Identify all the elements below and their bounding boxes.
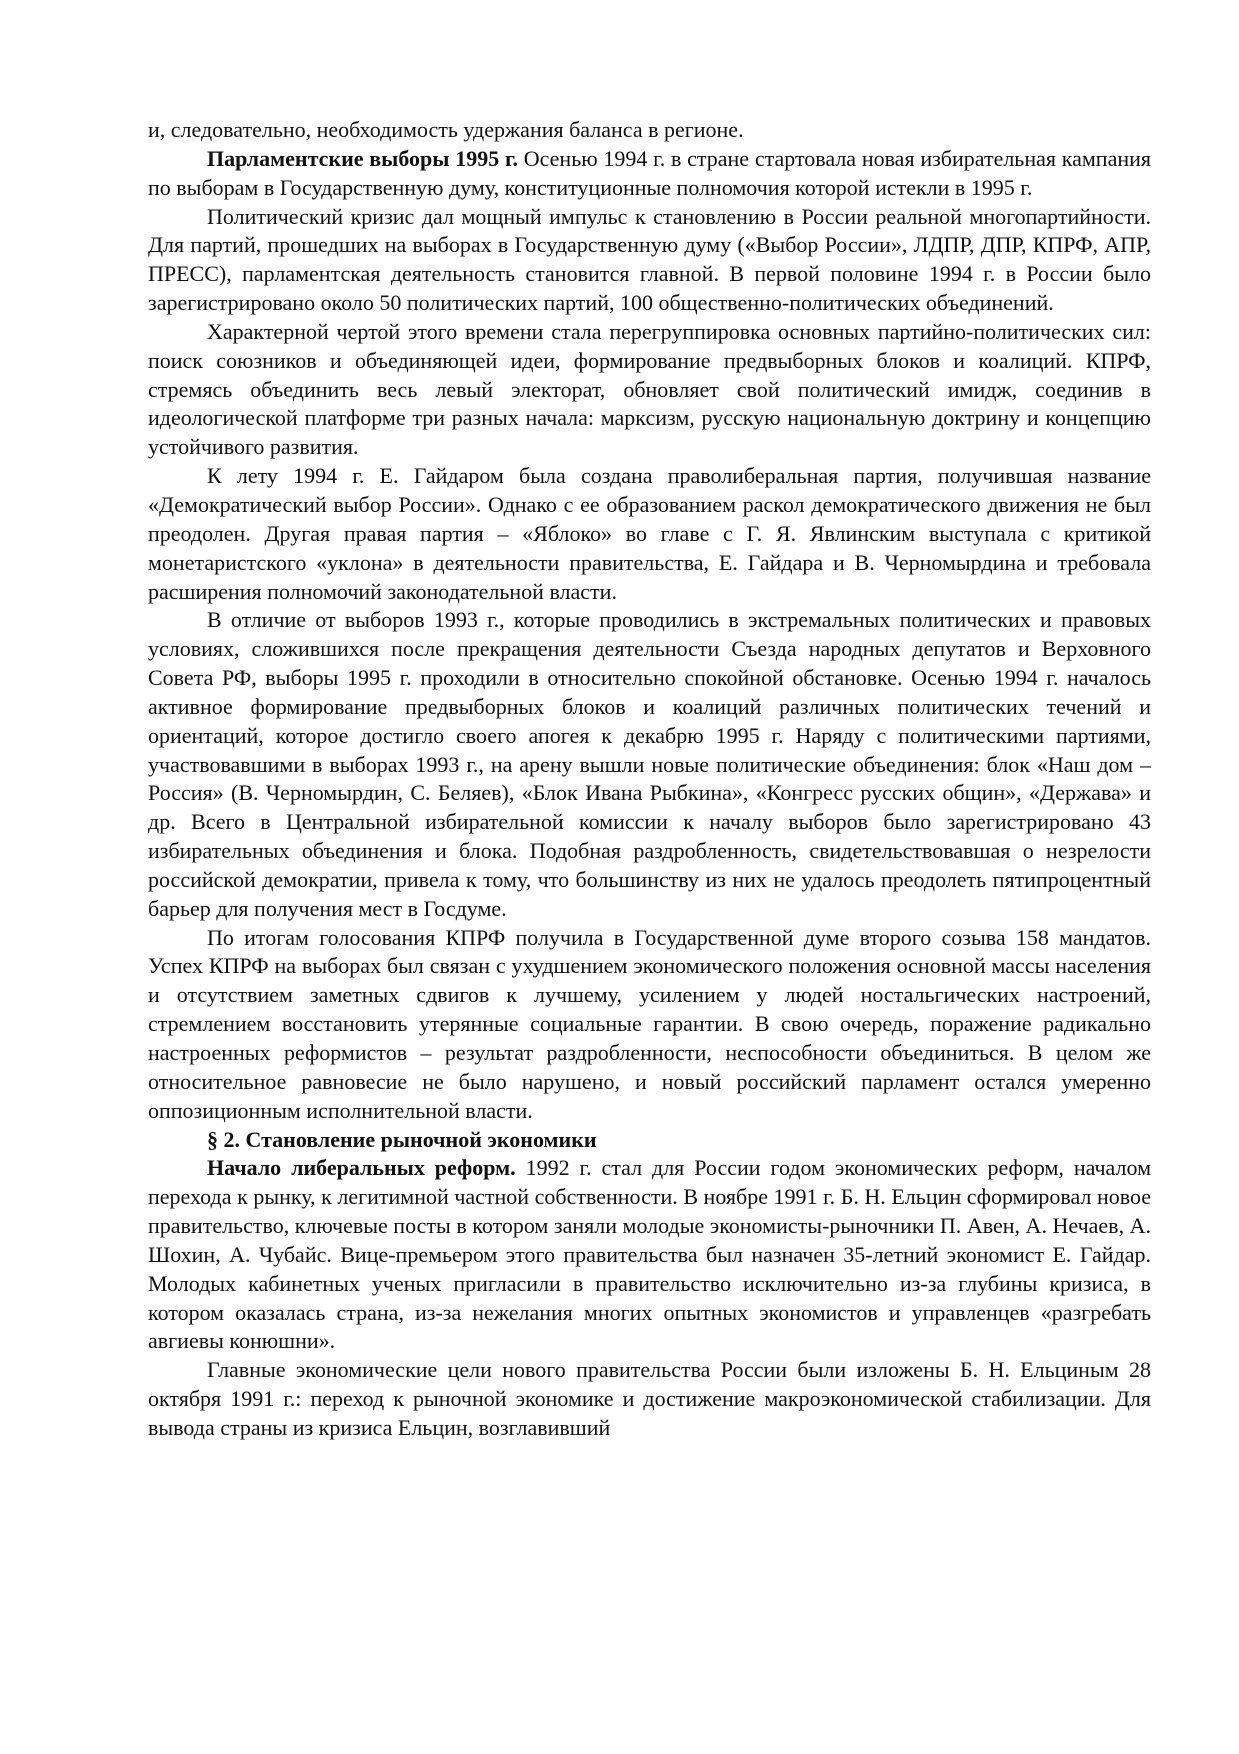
paragraph-continued: и, следовательно, необходимость удержания баланса в регионе. (148, 117, 744, 142)
paragraph-lead-heading: Начало либеральных реформ. (207, 1155, 516, 1181)
paragraph-liberal-reforms (148, 1154, 1151, 1356)
paragraph-elections-comparison: В отличие от выборов 1993 г., которые проводились в экстремальных политических и правовых условиях, сложившихся после прекращения деятельности Съезда народных депутатов и Верховного Совета РФ, выборы 1995 г. проходили в относительно спокойной обстановке. Осенью 1994 г. началось активное формирование предвыборных блоков и коалиций различных политических течений и ориентаций, которое достигло своего апогея к декабрю 1995 г. Наряду с политическими партиями, участвовавшими в выборах 1993 г., на арену вышли новые политические объединения: блок «Наш дом – Россия» (В. Черномырдин, С. Беляев), «Блок Ивана Рыбкина», «Конгресс русских общин», «Держава» и др. Всего в Центральной избирательной комиссии к началу выборов было зарегистрировано 43 избирательных объединения и блока. Подобная раздробленность, свидетельствовавшая о незрелости российской демократии, привела к тому, что большинству из них не удалось преодолеть пятипроцентный барьер для получения мест в Госдуме. (148, 607, 1151, 921)
paragraph-regrouping: Характерной чертой этого времени стала перегруппировка основных партийно-политических сил: поиск союзников и объединяющей идеи, формирование предвыборных блоков и коалиций. КПРФ, стремясь объединить весь левый электорат, обновляет свой политический имидж, соединив в идеологической платформе три разных начала: марксизм, русскую национальную доктрину и концепцию устойчивого развития. (148, 318, 1151, 460)
paragraph-multiparty: Политический кризис дал мощный импульс к становлению в России реальной многопартийности. Для партий, прошедших на выборах в Государственную думу («Выбор России», ЛДПР, ДПР, КПРФ, АПР, ПРЕСС), парламентская деятельность становится главной. В первой половине 1994 г. в России было зарегистрировано около 50 политических партий, 100 общественно-политических объединений. (148, 203, 1151, 316)
paragraph-text: Осенью 1994 г. в стране стартовала новая избирательная кампания по выборам в Государственную думу, конституционные полномочия которой истекли в 1995 г. (148, 145, 1151, 200)
paragraph-elections-1995 (148, 145, 1151, 203)
document-page (148, 116, 1151, 1443)
paragraph-text: 1992 г. стал для России годом экономических реформ, началом перехода к рынку, к легитимной частной собственности. В ноябре 1991 г. Б. Н. Ельцин сформировал новое правительство, ключевые посты в котором заняли молодые экономисты-рыночники П. Авен, А. Нечаев, А. Шохин, А. Чубайс. Вице-премьером этого правительства был назначен 35-летний экономист Е. Гайдар. Молодых кабинетных ученых пригласили в правительство исключительно из-за глубины кризиса, в котором оказалась страна, из-за нежелания многих опытных экономистов и управленцев «разгребать авгиевы конюшни». (148, 1155, 1151, 1354)
section-heading: § 2. Становление рыночной экономики (207, 1126, 597, 1152)
paragraph-lead-heading: Парламентские выборы 1995 г. (207, 145, 518, 171)
paragraph-economic-goals: Главные экономические цели нового правительства России были изложены Б. Н. Ельциным 28 октября 1991 г.: переход к рыночной экономике и достижение макроэкономической стабилизации. Для вывода страны из кризиса Ельцин, возглавивший (148, 1357, 1151, 1440)
paragraph-gaidar-party: К лету 1994 г. Е. Гайдаром была создана праволиберальная партия, получившая название «Демократический выбор России». Однако с ее образованием раскол демократического движения не был преодолен. Другая правая партия – «Яблоко» во главе с Г. Я. Явлинским выступала с критикой монетаристского «уклона» в деятельности правительства, Е. Гайдара и В. Черномырдина и требовала расширения полномочий законодательной власти. (148, 463, 1151, 604)
paragraph-voting-results: По итогам голосования КПРФ получила в Государственной думе второго созыва 158 мандатов. Успех КПРФ на выборах был связан с ухудшением экономического положения основной массы населения и отсутствием заметных сдвигов к лучшему, усилением у людей ностальгических настроений, стремлением восстановить утерянные социальные гарантии. В свою очередь, поражение радикально настроенных реформистов – результат раздробленности, неспособности объединиться. В целом же относительное равновесие не было нарушено, и новый российский парламент остался умеренно оппозиционным исполнительной власти. (148, 924, 1151, 1123)
